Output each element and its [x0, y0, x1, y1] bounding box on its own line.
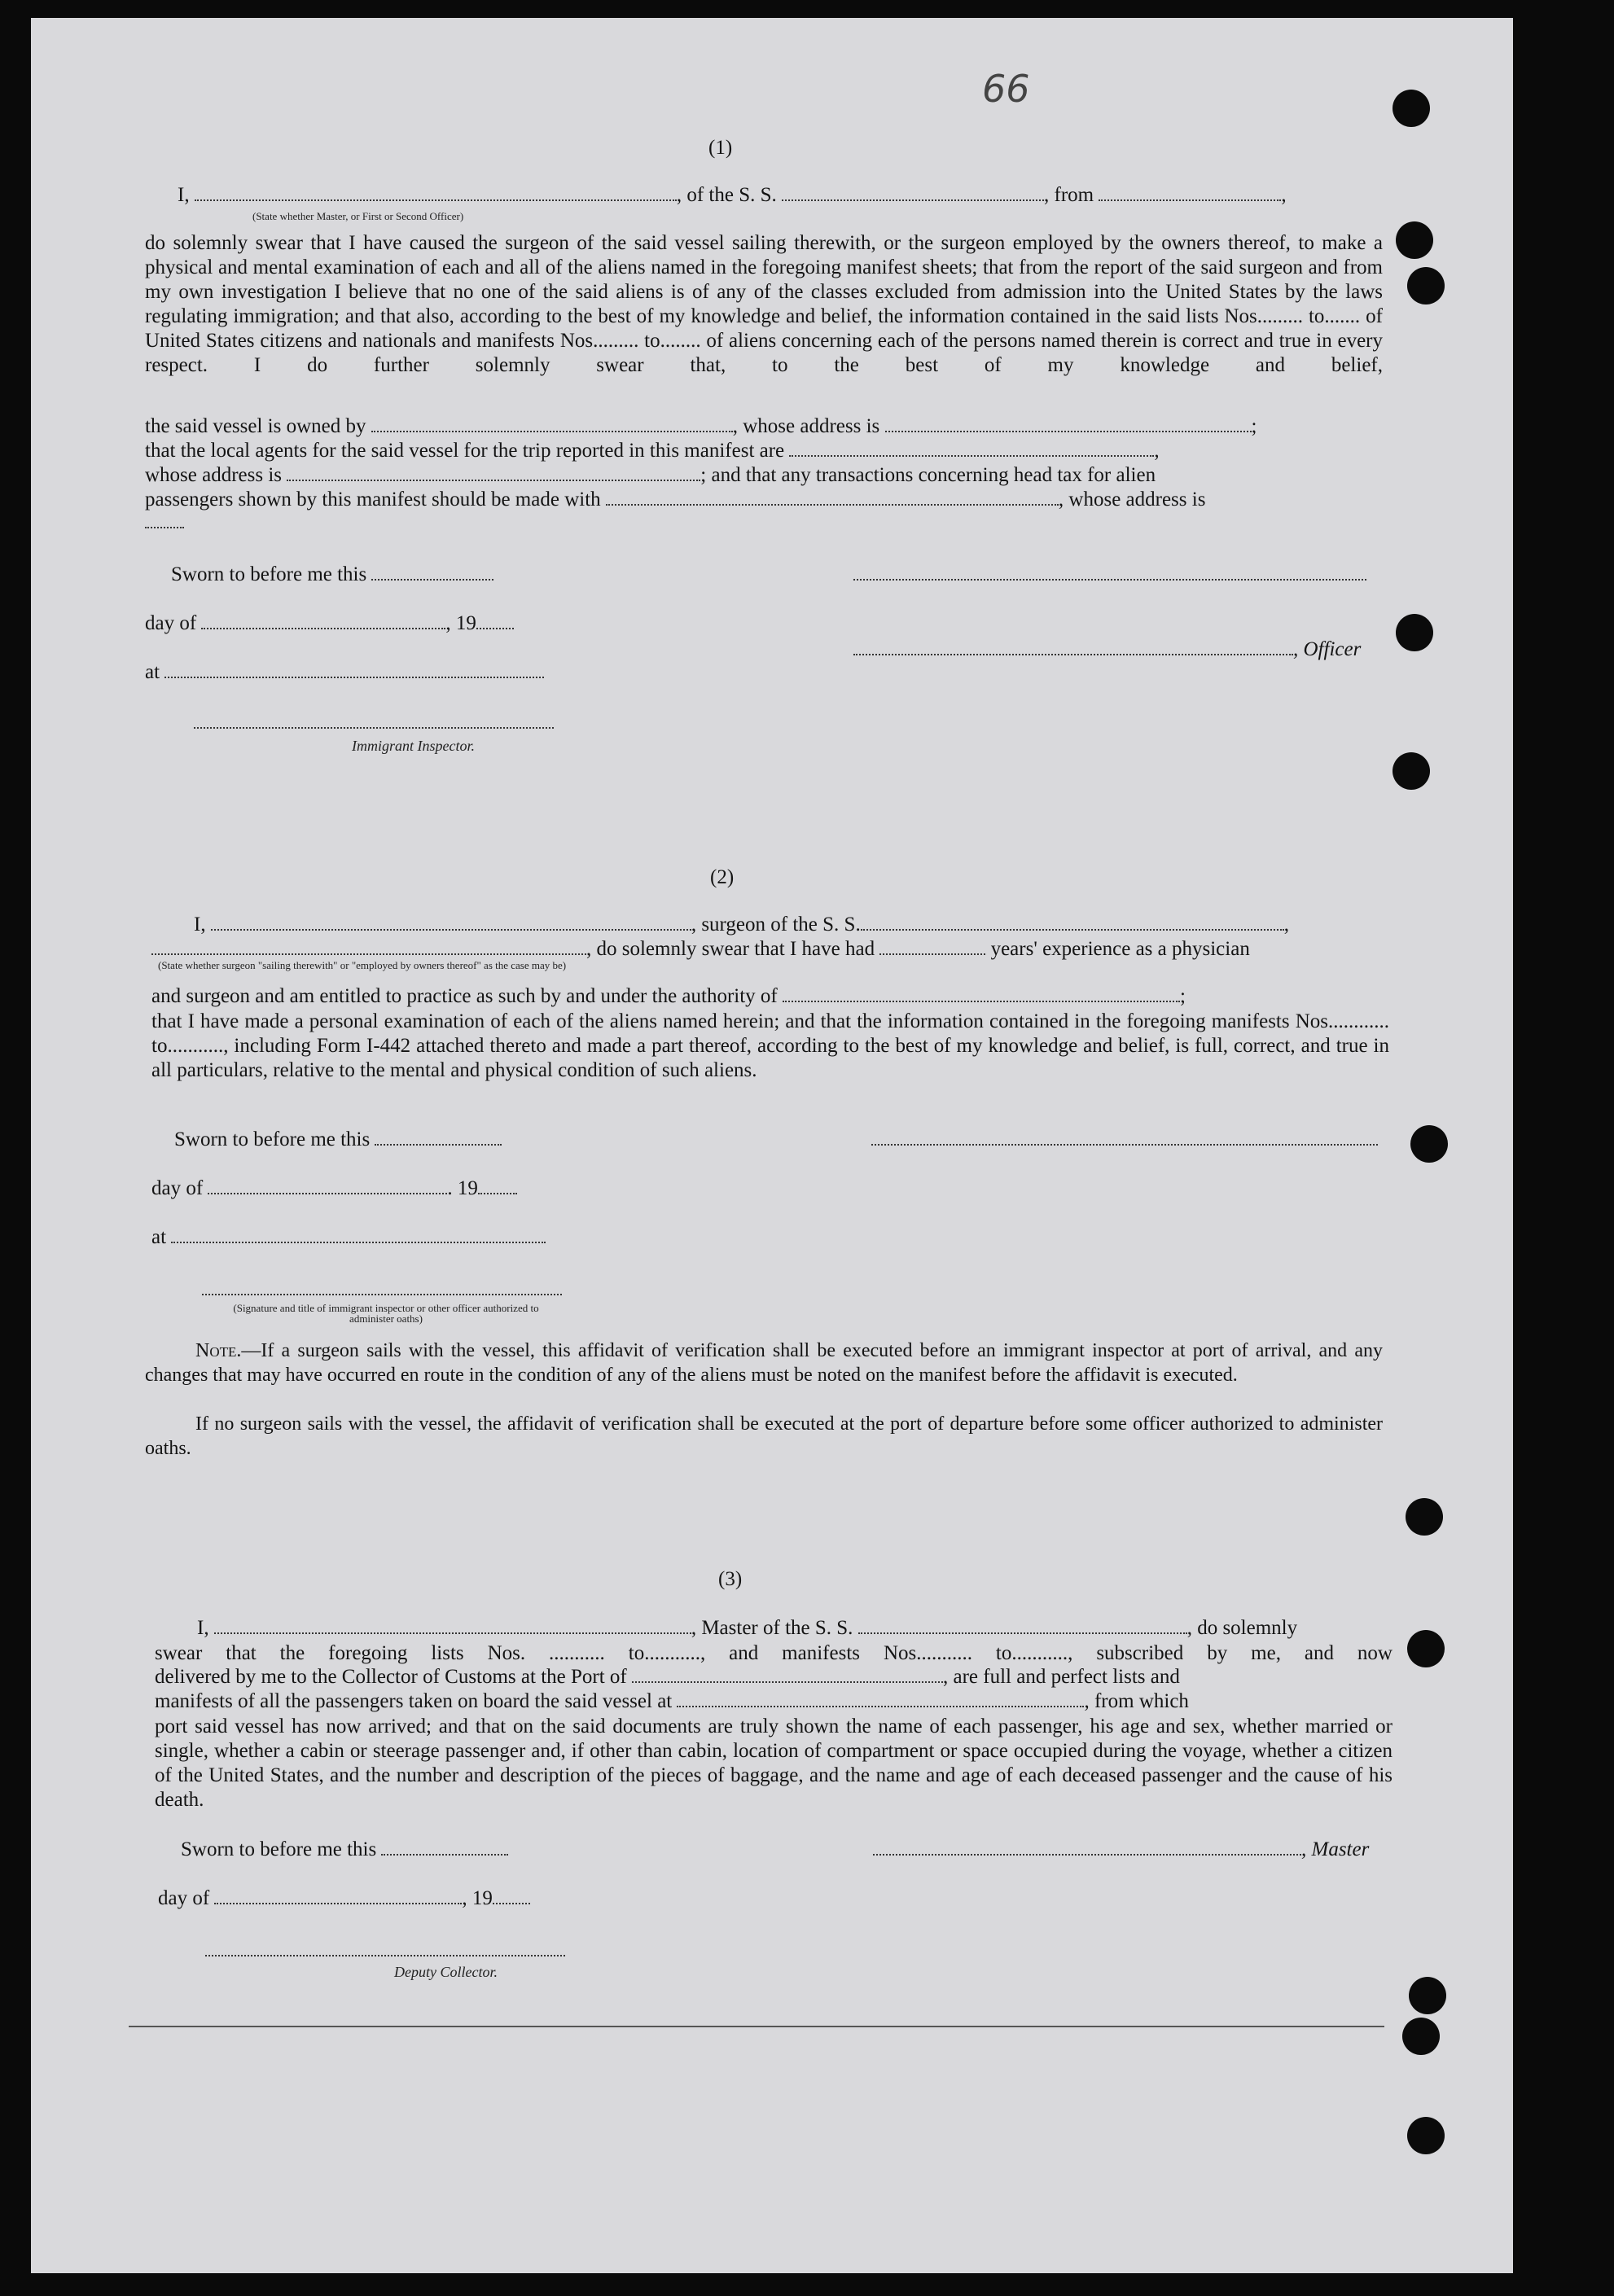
s2-inspector-field[interactable]: [202, 1279, 562, 1295]
ship-name-field[interactable]: [782, 185, 1044, 201]
i-label-2: I,: [194, 914, 206, 935]
address2-line: [145, 464, 1156, 487]
s2-day-label: day of: [151, 1177, 204, 1199]
s3-year-label: , 19: [462, 1887, 493, 1909]
s1-sworn-field[interactable]: [371, 564, 493, 581]
s1-day-line: [145, 612, 514, 635]
swear-label: , do solemnly swear that I have had: [586, 938, 875, 960]
s3-ship-field[interactable]: [858, 1618, 1187, 1634]
s3-collector-dots: [205, 1939, 565, 1962]
officer-label: , Officer: [1293, 638, 1362, 660]
whose-address3-label: , whose address is: [1058, 489, 1206, 510]
full-lists-label: , are full and perfect lists and: [943, 1666, 1180, 1688]
s1-day-field[interactable]: [201, 613, 445, 629]
section3-line3: [155, 1666, 1180, 1689]
s3-sworn-field[interactable]: [381, 1839, 508, 1856]
practice-line: and surgeon and am entitled to practice as such by and under the authority of ;: [151, 985, 1186, 1007]
section3-paragraph: port said vessel has now arrived; and that on the said documents are truly shown the name of each passenger, his age and sex, whether married or single, whether a cabin or steerage passenger and, if other than cabin, location of compartment or space occupied during the voyage, whether a citizen of the United States, and the number and description of the pieces of baggage, and the name and age of each deceased passenger and the cause of his death.: [155, 1715, 1393, 1811]
s2-sworn-field[interactable]: [375, 1129, 502, 1146]
s1-year-label: , 19: [445, 612, 476, 634]
section3-line1: [197, 1617, 1297, 1640]
from-which-label: , from which: [1084, 1690, 1189, 1712]
surgeon-ship-field[interactable]: [861, 914, 1284, 931]
whose-address-label: , whose address is: [732, 415, 880, 437]
head-tax-contact-field[interactable]: [606, 489, 1059, 506]
section3-line4: [155, 1690, 1189, 1713]
solemnly-label: , do solemnly: [1186, 1617, 1298, 1639]
binder-hole: [1410, 1125, 1448, 1163]
binder-hole: [1407, 267, 1445, 305]
note-label: Note.: [195, 1340, 242, 1361]
s2-at-label: at: [151, 1226, 167, 1248]
s1-inspector-field[interactable]: [194, 712, 554, 729]
note2-paragraph: [145, 1412, 1383, 1461]
section2-line2: [151, 938, 1250, 961]
s3-sworn-label: Sworn to before me this: [181, 1838, 377, 1860]
port-field[interactable]: [632, 1667, 943, 1683]
binder-hole: [1407, 1630, 1445, 1667]
from-port-field[interactable]: [1099, 185, 1281, 201]
s2-sig-hint: (Signature and title of immigrant inspector or other officer authorized to administer oaths): [233, 1302, 539, 1325]
owner-field[interactable]: [371, 416, 733, 432]
s3-year-field[interactable]: [493, 1888, 530, 1904]
s1-at-field[interactable]: [164, 662, 544, 678]
section1-hint: (State whether Master, or First or Second Officer): [252, 210, 464, 222]
bottom-rule: [129, 2026, 1384, 2027]
s3-sworn-line: [181, 1838, 508, 1861]
section1-paragraph: do solemnly swear that I have caused the surgeon of the said vessel sailing therewith, or the surgeon employed by the owners thereof, to make a physical and mental examination of each and all of the aliens named in the foregoing manifest sheets; that from the report of the said surgeon and from my own investigation I believe that no one of the said aliens is of any of the classes excluded from admission into the United States by the laws regulating immigration; and that also, according to the best of my knowledge and belief, the information contained in the said lists Nos......... to....... of United States citizens and nationals and manifests Nos......... to........ of aliens concerning each of the persons named therein is correct and true in every respect. I do further solemnly swear that, to the best of my knowledge and belief,: [145, 232, 1383, 376]
binder-hole: [1409, 1977, 1446, 2014]
master-label: , Master of the S. S.: [691, 1617, 853, 1639]
s1-year-field[interactable]: [476, 613, 514, 629]
section1-heading: (1): [708, 137, 733, 159]
head-tax-label: ; and that any transactions concerning head tax for alien: [700, 464, 1156, 486]
s3-day-label: day of: [158, 1887, 210, 1909]
note-text: —If a surgeon sails with the vessel, this affidavit of verification shall be executed before an immigrant inspector at port of arrival, and any changes that may have occurred en route in the condition of any of the aliens must be noted on the manifest before the affidavit is executed.: [145, 1340, 1383, 1386]
s2-day-line: [151, 1177, 517, 1200]
s1-sworn-line: [171, 563, 493, 586]
s1-officer-field[interactable]: [853, 639, 1293, 655]
note2-text: If no surgeon sails with the vessel, the affidavit of verification shall be executed at the port of departure before some officer authorized to administer oaths.: [145, 1413, 1383, 1459]
authority-field[interactable]: [783, 986, 1180, 1002]
master-sig-label: , Master: [1301, 1838, 1370, 1860]
section3-heading: (3): [718, 1568, 743, 1590]
section2-paragraph: that I have made a personal examination of each of the aliens named herein; and that the information contained in the foregoing manifests Nos............ to..........., including Form I-442 attached thereto and made a part thereof, according to the best of my knowledge and belief, is full, correct, and true in all particulars, relative to the mental and physical condition of such aliens.: [151, 1010, 1389, 1081]
s2-year-field[interactable]: [478, 1178, 517, 1194]
binder-hole: [1407, 2117, 1445, 2154]
passengers-label: passengers shown by this manifest should be made with: [145, 489, 601, 510]
owner-address-field[interactable]: [885, 416, 1252, 432]
agents-address-field[interactable]: [287, 465, 700, 481]
owned-by-label: the said vessel is owned by: [145, 415, 366, 437]
vessel-at-label: manifests of all the passengers taken on board the said vessel at: [155, 1690, 673, 1712]
ss-label: , of the S. S.: [676, 184, 777, 206]
s3-collector-field[interactable]: [205, 1940, 565, 1956]
i-label: I,: [178, 184, 190, 206]
note-paragraph: [145, 1339, 1383, 1387]
s2-year-label: . 19: [447, 1177, 478, 1199]
s1-day-label: day of: [145, 612, 197, 634]
from-label: , from: [1044, 184, 1094, 206]
master-name-field[interactable]: [195, 185, 677, 201]
binder-hole: [1396, 221, 1433, 259]
s2-at-field[interactable]: [171, 1227, 546, 1243]
immigrant-inspector-label: Immigrant Inspector.: [352, 738, 475, 754]
deputy-collector-label: Deputy Collector.: [394, 1964, 498, 1980]
surgeon-label: , surgeon of the S. S.: [691, 914, 861, 935]
s3-master-name-field[interactable]: [214, 1618, 691, 1634]
owned-by-line: the said vessel is owned by , whose address is ;: [145, 415, 1257, 437]
binder-hole: [1393, 90, 1430, 127]
s1-sig-line: [853, 563, 1366, 586]
s1-inspector-dots: [194, 712, 554, 734]
port-label: delivered by me to the Collector of Customs at the Port of: [155, 1666, 627, 1688]
s1-at-label: at: [145, 661, 160, 683]
s2-at-line: [151, 1226, 546, 1249]
local-agents-field[interactable]: [789, 440, 1154, 457]
surgeon-status-field[interactable]: [151, 939, 586, 955]
section2-line1: I, , surgeon of the S. S. ,: [194, 914, 1289, 935]
s2-day-field[interactable]: [208, 1178, 447, 1194]
years-label: years' experience as a physician: [990, 938, 1250, 960]
section1-line1: I, , of the S. S. , from ,: [178, 184, 1287, 206]
i-label-3: I,: [197, 1617, 209, 1639]
s3-day-line: [158, 1887, 530, 1910]
practice-label: and surgeon and am entitled to practice as such by and under the authority of: [151, 985, 778, 1007]
section3-line2: swear that the foregoing lists Nos. ........... to..........., and manifests Nos........... to..........., subscribed by me, and now: [155, 1642, 1393, 1664]
s3-master-sig-field[interactable]: [873, 1839, 1301, 1856]
s3-day-field[interactable]: [214, 1888, 462, 1904]
local-agents-label: that the local agents for the said vessel for the trip reported in this manifest are: [145, 440, 785, 462]
surgeon-name-field[interactable]: [211, 914, 691, 931]
boarding-port-field[interactable]: [677, 1691, 1084, 1707]
passengers-line: [145, 489, 1205, 511]
years-field[interactable]: [879, 939, 985, 955]
binder-hole: [1393, 752, 1430, 790]
s1-officer-line: [853, 638, 1361, 661]
document-page: [31, 18, 1513, 2273]
s1-at-line: [145, 661, 544, 684]
binder-hole: [1402, 2018, 1440, 2055]
s2-sworn-line: [174, 1128, 502, 1151]
s2-signature-field[interactable]: [871, 1129, 1378, 1146]
s1-signature-field[interactable]: [853, 564, 1366, 581]
section2-hint: (State whether surgeon "sailing therewith" or "employed by owners thereof" as the case may be): [158, 959, 567, 971]
binder-hole: [1396, 614, 1433, 651]
s2-sworn-label: Sworn to before me this: [174, 1128, 371, 1150]
address2-label: whose address is: [145, 464, 283, 486]
s2-sig-line: [871, 1128, 1378, 1151]
s1-sworn-label: Sworn to before me this: [171, 563, 367, 585]
section2-heading: (2): [710, 866, 735, 888]
handwritten-page-number: 66: [982, 67, 1030, 111]
local-agents-line: that the local agents for the said vessel for the trip reported in this manifest are ,: [145, 440, 1160, 462]
binder-hole: [1406, 1498, 1443, 1536]
s2-sig-dots: [202, 1278, 562, 1301]
passengers-dots: [145, 511, 184, 534]
s3-master-line: [873, 1838, 1369, 1861]
